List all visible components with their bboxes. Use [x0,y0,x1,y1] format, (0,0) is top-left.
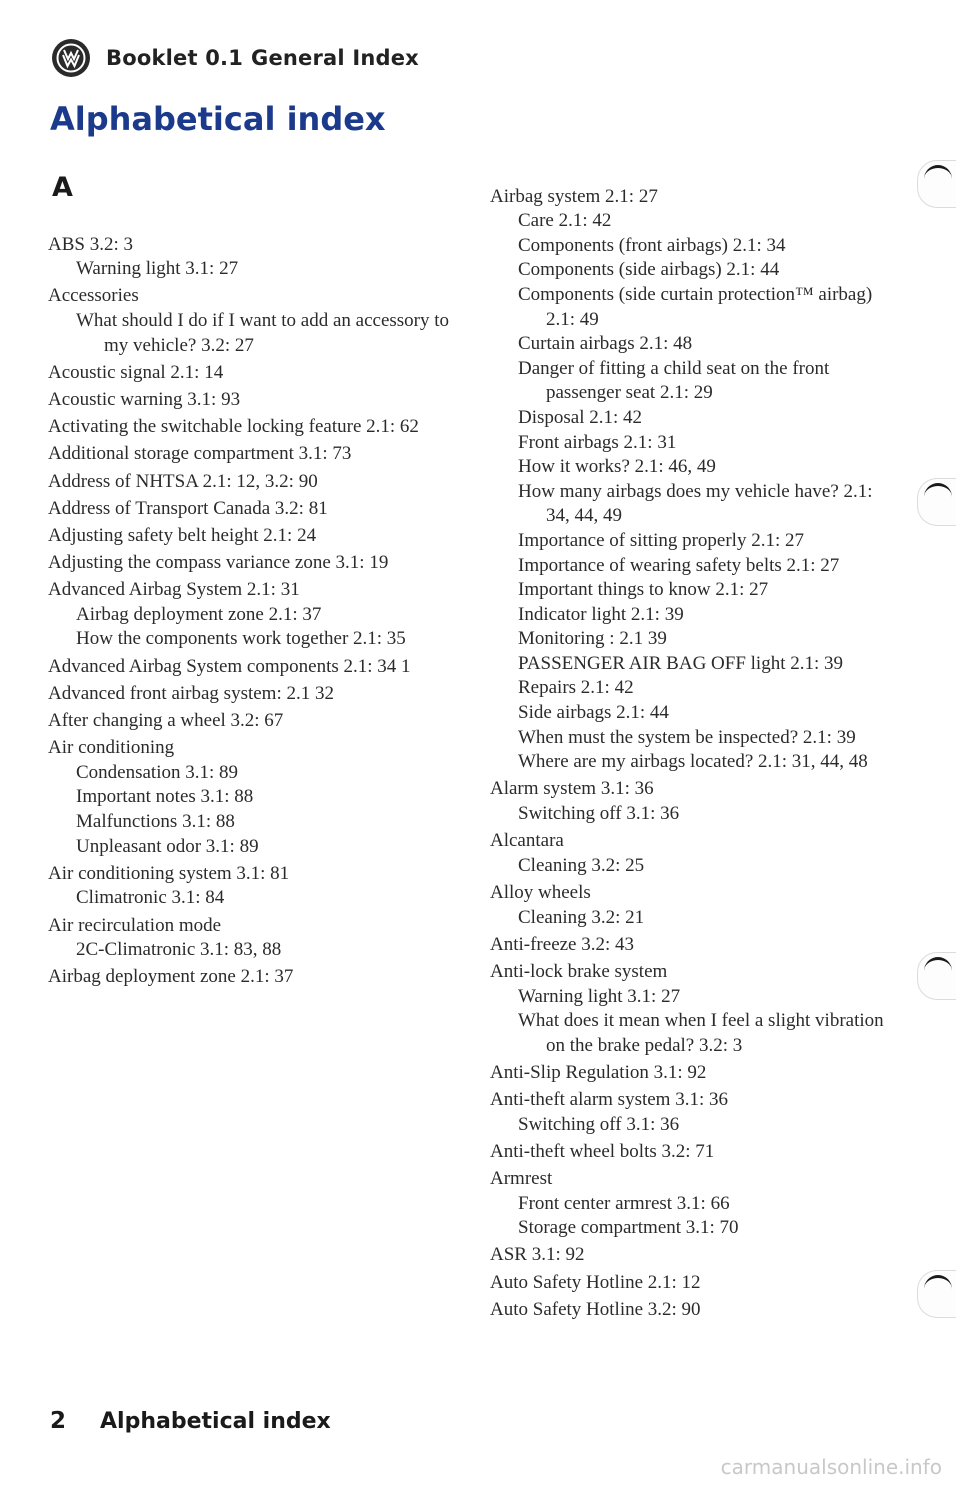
index-subentry: When must the system be inspected? 2.1: 39 [518,726,856,748]
index-entry: Alcantara [490,830,564,852]
index-entry: Anti-theft alarm system 3.1: 36 [490,1089,728,1111]
index-column-right [490,182,900,1322]
section-label: General Index [251,46,419,70]
index-subentry: Switching off 3.1: 36 [518,1113,680,1135]
index-subentry: Unpleasant odor 3.1: 89 [76,835,259,857]
index-subentry: Importance of wearing safety belts 2.1: 27 [518,554,840,576]
index-subentry: Climatronic 3.1: 84 [76,887,225,909]
page-tab-icon [917,160,956,208]
index-subentry: Important notes 3.1: 88 [76,786,254,808]
index-subentry: Components (side airbags) 2.1: 44 [518,259,780,281]
index-subentry: Front airbags 2.1: 31 [518,431,677,453]
booklet-label: Booklet 0.1 [106,46,244,70]
index-subentry: Components (side curtain protection™ airbag) 2.1: 49 [518,283,873,330]
index-entry: Acoustic warning 3.1: 93 [48,388,241,410]
index-subentry: Front center armrest 3.1: 66 [518,1192,730,1214]
index-subentry: What should I do if I want to add an accessory to my vehicle? 3.2: 27 [76,309,450,356]
index-entry: Activating the switchable locking feature 2.1: 62 [48,416,419,438]
index-entry: Anti-Slip Regulation 3.1: 92 [490,1061,707,1083]
index-subentry: 2C-Climatronic 3.1: 83, 88 [76,939,282,961]
index-subentry: Danger of fitting a child seat on the front passenger seat 2.1: 29 [518,357,830,404]
index-subentry: Indicator light 2.1: 39 [518,603,684,625]
page-footer [50,1408,331,1434]
index-subentry: Storage compartment 3.1: 70 [518,1217,739,1239]
page-header [52,36,419,80]
index-entry: Air recirculation mode [48,914,222,936]
index-subentry: Side airbags 2.1: 44 [518,702,669,724]
index-entry: Anti-lock brake system [490,960,668,982]
index-entry: Air conditioning [48,737,175,759]
index-entry: Advanced Airbag System 2.1: 31 [48,579,300,601]
index-entry: Advanced front airbag system: 2.1 32 [48,682,334,704]
index-entry: Address of Transport Canada 3.2: 81 [48,497,328,519]
index-subentry: Care 2.1: 42 [518,210,612,232]
index-entry: Auto Safety Hotline 2.1: 12 [490,1271,701,1293]
index-entry: Anti-theft wheel bolts 3.2: 71 [490,1140,715,1162]
index-subentry: Disposal 2.1: 42 [518,406,643,428]
index-subentry: How it works? 2.1: 46, 49 [518,456,716,478]
index-subentry: Warning light 3.1: 27 [518,985,681,1007]
index-entry: ABS 3.2: 3 [48,233,133,255]
page-title: Alphabetical index [50,100,386,138]
index-entry: Anti-freeze 3.2: 43 [490,933,635,955]
index-entry: ASR 3.1: 92 [490,1244,585,1266]
index-subentry: PASSENGER AIR BAG OFF light 2.1: 39 [518,652,844,674]
page-tab-icon [917,1270,956,1318]
index-subentry: How many airbags does my vehicle have? 2.1: 34, 44, 49 [518,480,873,527]
index-subentry: How the components work together 2.1: 35 [76,628,406,650]
index-subentry: Condensation 3.1: 89 [76,761,239,783]
index-subentry: Importance of sitting properly 2.1: 27 [518,529,804,551]
index-entry: Armrest [490,1168,553,1190]
index-entry: Acoustic signal 2.1: 14 [48,361,224,383]
page-tab-icon [917,952,956,1000]
index-entry: Airbag deployment zone 2.1: 37 [48,966,294,988]
section-letter: A [52,172,73,203]
index-entry: Airbag system 2.1: 27 [490,185,658,207]
index-subentry: Components (front airbags) 2.1: 34 [518,234,786,256]
index-subentry: Monitoring : 2.1 39 [518,628,667,650]
index-subentry: Important things to know 2.1: 27 [518,579,769,601]
index-subentry: Repairs 2.1: 42 [518,677,634,699]
index-subentry: Airbag deployment zone 2.1: 37 [76,603,322,625]
index-subentry: Cleaning 3.2: 25 [518,854,645,876]
index-entry: Address of NHTSA 2.1: 12, 3.2: 90 [48,470,318,492]
index-entry: Adjusting safety belt height 2.1: 24 [48,524,317,546]
index-subentry: Curtain airbags 2.1: 48 [518,333,693,355]
index-subentry: Switching off 3.1: 36 [518,803,680,825]
page-tab-icon [917,478,956,526]
index-entry: Accessories [48,285,139,307]
index-entry: Advanced Airbag System components 2.1: 34 1 [48,655,411,677]
index-entry: Alarm system 3.1: 36 [490,778,654,800]
index-entry: Auto Safety Hotline 3.2: 90 [490,1298,701,1320]
index-subentry: What does it mean when I feel a slight vibration on the brake pedal? 3.2: 3 [518,1010,884,1056]
watermark: carmanualsonline.info [720,1455,942,1479]
page-number: 2 [50,1408,67,1434]
index-subentry: Warning light 3.1: 27 [76,258,239,280]
index-subentry: Malfunctions 3.1: 88 [76,810,235,832]
index-entry: After changing a wheel 3.2: 67 [48,710,284,731]
index-entry: Additional storage compartment 3.1: 73 [48,443,352,465]
index-subentry: Where are my airbags located? 2.1: 31, 44, 48 [518,751,868,773]
index-entry: Alloy wheels [490,882,591,903]
index-column-left [48,230,458,990]
index-subentry: Cleaning 3.2: 21 [518,906,645,928]
index-entry: Air conditioning system 3.1: 81 [48,862,290,884]
footer-title: Alphabetical index [100,1408,331,1434]
index-entry: Adjusting the compass variance zone 3.1: 19 [48,552,389,574]
vw-logo-icon [52,39,90,77]
